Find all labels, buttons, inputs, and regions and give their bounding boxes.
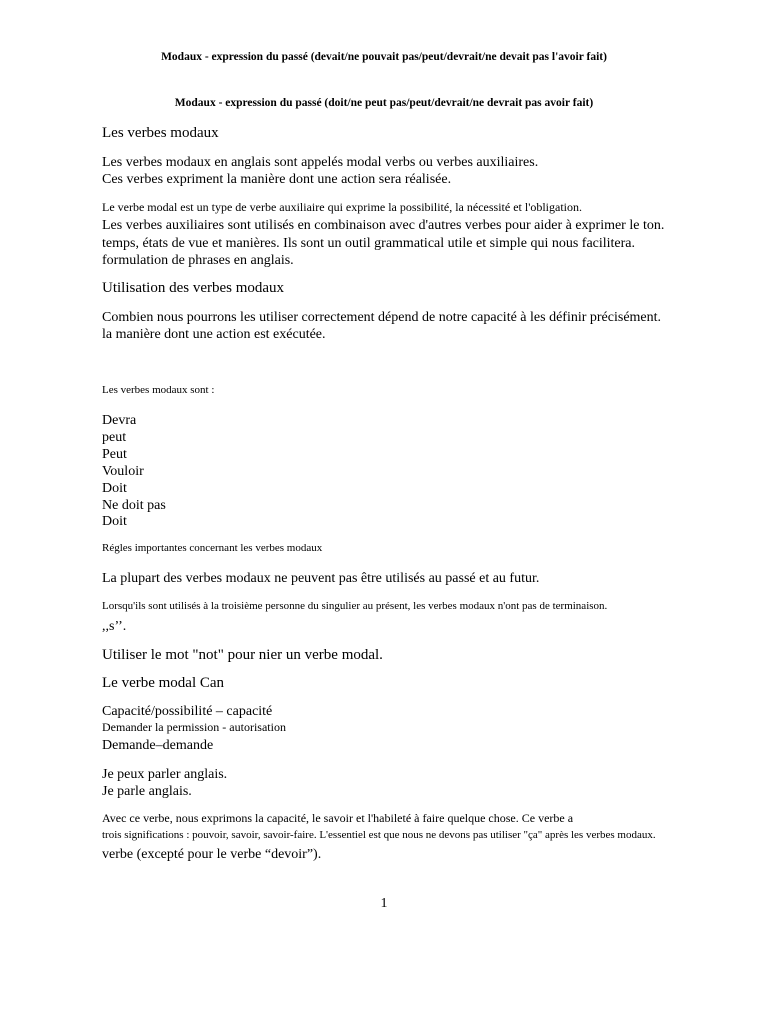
document-title-1: Modaux - expression du passé (devait/ne pouvait pas/peut/devrait/ne devait pas l'avoir fait)	[161, 51, 607, 63]
closing-line-2: trois significations : pouvoir, savoir, savoir-faire. L'essentiel est que nous ne devons pas utiliser "ça" après les verbes modaux.	[102, 829, 656, 841]
intro-line-2: Ces verbes expriment la manière dont une action sera réalisée.	[102, 172, 452, 187]
intro-line-1: Les verbes modaux en anglais sont appelés modal verbs ou verbes auxiliaires.	[102, 155, 539, 170]
closing-line-3: verbe (excepté pour le verbe “devoir”).	[102, 847, 322, 862]
rule-2-line-2: ,,s’’.	[102, 619, 127, 634]
paragraph-line-3: temps, états de vue et manières. Ils sont un outil grammatical utile et simple qui nous facilitera.	[102, 236, 636, 251]
usage-line-1: Combien nous pourrons les utiliser correctement dépend de notre capacité à les définir précisément.	[102, 310, 662, 325]
usage-line-2: la manière dont une action est exécutée.	[102, 327, 326, 342]
modal-list-item: Ne doit pas	[102, 498, 166, 513]
rule-3: Utiliser le mot "not" pour nier un verbe modal.	[102, 647, 383, 663]
page-number: 1	[380, 896, 388, 911]
can-heading: Le verbe modal Can	[102, 675, 225, 691]
example-1: Je peux parler anglais.	[102, 767, 228, 782]
section-heading-utilisation: Utilisation des verbes modaux	[102, 280, 285, 296]
paragraph-line-1: Le verbe modal est un type de verbe auxiliaire qui exprime la possibilité, la nécessité et l'obligation.	[102, 200, 583, 214]
can-meaning-1: Capacité/possibilité – capacité	[102, 704, 273, 719]
can-meaning-2: Demander la permission - autorisation	[102, 720, 286, 734]
modal-list-item: Peut	[102, 447, 127, 462]
modal-list-intro: Les verbes modaux sont :	[102, 384, 215, 396]
modal-list-item: Vouloir	[102, 464, 144, 479]
closing-line-1: Avec ce verbe, nous exprimons la capacité, le savoir et l'habileté à faire quelque chose. Ce verbe a	[102, 811, 574, 825]
modal-list-item: Doit	[102, 514, 127, 529]
section-heading-verbes-modaux: Les verbes modaux	[102, 125, 219, 141]
rules-heading: Régles importantes concernant les verbes modaux	[102, 542, 323, 554]
modal-list-item: Doit	[102, 481, 127, 496]
paragraph-line-4: formulation de phrases en anglais.	[102, 253, 294, 268]
example-2: Je parle anglais.	[102, 784, 192, 799]
modal-list-item: Devra	[102, 413, 137, 428]
rule-1: La plupart des verbes modaux ne peuvent pas être utilisés au passé et au futur.	[102, 571, 540, 586]
modal-list-item: peut	[102, 430, 127, 445]
can-meaning-3: Demande–demande	[102, 738, 214, 753]
paragraph-line-2: Les verbes auxiliaires sont utilisés en combinaison avec d'autres verbes pour aider à exprimer le ton.	[102, 218, 665, 233]
rule-2-line-1: Lorsqu'ils sont utilisés à la troisième personne du singulier au présent, les verbes modaux n'ont pas de terminaison.	[102, 600, 608, 612]
document-title-2: Modaux - expression du passé (doit/ne peut pas/peut/devrait/ne devrait pas avoir fait)	[174, 97, 594, 109]
